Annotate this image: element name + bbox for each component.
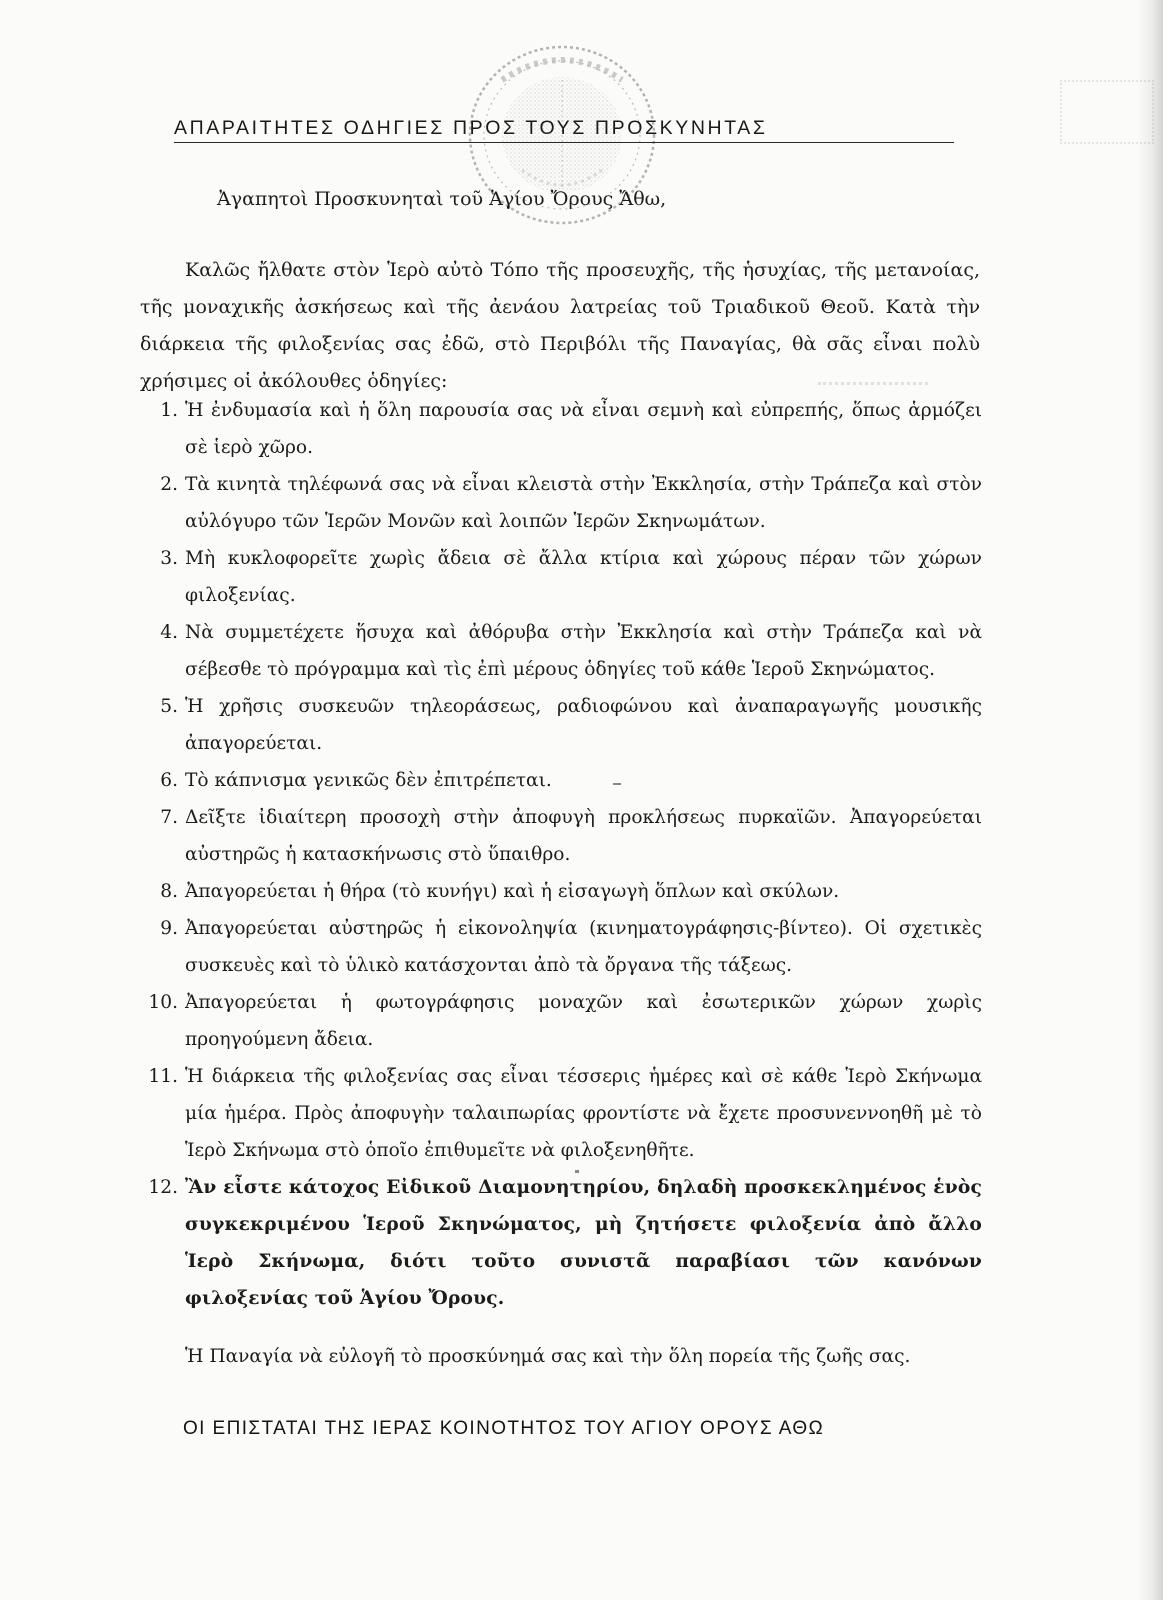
item-number: 8. — [160, 881, 178, 902]
instruction-item — [140, 910, 982, 984]
instruction-item — [140, 984, 982, 1058]
item-text: Δεῖξτε ἰδιαίτερη προσοχὴ στὴν ἀποφυγὴ προκλήσεως πυρκαϊῶν. Ἀπαγορεύεται αὐστηρῶς ἡ κατασκήνωσις στὸ ὕπαιθρο. — [185, 807, 982, 865]
item-number: 5. — [160, 696, 178, 717]
item-text: Τὰ κινητὰ τηλέφωνά σας νὰ εἶναι κλειστὰ στὴν Ἐκκλησία, στὴν Τράπεζα καὶ στὸν αὐλόγυρο τῶν Ἱερῶν Μονῶν καὶ λοιπῶν Ἱερῶν Σκηνωμάτων. — [185, 474, 982, 532]
instruction-item — [140, 688, 982, 762]
item-text: Ἂν εἶστε κάτοχος Εἰδικοῦ Διαμονητηρίου, δηλαδὴ προσκεκλημένος ἑνὸς συγκεκριμένου Ἱεροῦ Σκηνώματος, μὴ ζητήσετε φιλοξενία ἀπὸ ἄλλο Ἱερὸ Σκήνωμα, διότι τοῦτο συνιστᾶ παραβίασι τῶν κανόνων φιλοξενίας τοῦ Ἁγίου Ὄρους. — [185, 1177, 982, 1309]
instruction-item — [140, 392, 982, 466]
item-text: Τὸ κάπνισμα γενικῶς δὲν ἐπιτρέπεται. — [185, 770, 552, 791]
item-number: 12. — [148, 1177, 178, 1198]
item-number: 7. — [160, 807, 178, 828]
item-text: Ἡ ἐνδυμασία καὶ ἡ ὅλη παρουσία σας νὰ εἶναι σεμνὴ καὶ εὐπρεπής, ὅπως ἁρμόζει σὲ ἱερὸ χῶρο. — [185, 400, 982, 458]
signature-line: ΟΙ ΕΠΙΣΤΑΤΑΙ ΤΗΣ ΙΕΡΑΣ ΚΟΙΝΟΤΗΤΟΣ ΤΟΥ ΑΓΙΟΥ ΟΡΟΥΣ ΑΘΩ — [183, 1418, 825, 1439]
instruction-item — [140, 1169, 982, 1317]
intro-paragraph: Καλῶς ἤλθατε στὸν Ἱερὸ αὐτὸ Τόπο τῆς προσευχῆς, τῆς ἡσυχίας, τῆς μετανοίας, τῆς μοναχικῆς ἀσκήσεως καὶ τῆς ἀενάου λατρείας τοῦ Τριαδικοῦ Θεοῦ. Κατὰ τὴν διάρκεια τῆς φιλοξενίας σας ἐδῶ, στὸ Περιβόλι τῆς Παναγίας, θὰ σᾶς εἶναι πολὺ χρήσιμες οἱ ἀκόλουθες ὁδηγίες: — [140, 259, 980, 392]
instruction-item — [140, 614, 982, 688]
instruction-item — [140, 1058, 982, 1169]
instructions-list — [140, 392, 982, 1317]
item-number: 11. — [148, 1066, 178, 1087]
item-number: 6. — [160, 770, 178, 791]
closing-blessing: Ἡ Παναγία νὰ εὐλογῆ τὸ προσκύνημά σας καὶ τὴν ὅλη πορεία τῆς ζωῆς σας. — [185, 1346, 911, 1367]
item-number: 1. — [160, 400, 178, 421]
ink-smudge — [613, 783, 621, 785]
item-text: Ἡ διάρκεια τῆς φιλοξενίας σας εἶναι τέσσερις ἡμέρες καὶ σὲ κάθε Ἱερὸ Σκήνωμα μία ἡμέρα. Πρὸς ἀποφυγὴν ταλαιπωρίας φροντίστε νὰ ἔχετε προσυνεννοηθῆ μὲ τὸ Ἱερὸ Σκήνωμα στὸ ὁποῖο ἐπιθυμεῖτε νὰ φιλοξενηθῆτε. — [185, 1066, 982, 1161]
item-number: 3. — [160, 548, 178, 569]
document-heading: ΑΠΑΡΑΙΤΗΤΕΣ ΟΔΗΓΙΕΣ ΠΡΟΣ ΤΟΥΣ ΠΡΟΣΚΥΝΗΤΑΣ — [174, 117, 954, 143]
item-text: Μὴ κυκλοφορεῖτε χωρὶς ἄδεια σὲ ἄλλα κτίρια καὶ χώρους πέραν τῶν χώρων φιλοξενίας. — [185, 548, 982, 606]
instruction-item — [140, 762, 982, 799]
ink-smudge — [575, 1170, 579, 1173]
instruction-item — [140, 873, 982, 910]
item-text: Ἀπαγορεύεται αὐστηρῶς ἡ εἰκονοληψία (κινηματογράφησις-βίντεο). Οἱ σχετικὲς συσκευὲς καὶ τὸ ὑλικὸ κατάσχονται ἀπὸ τὰ ὄργανα τῆς τάξεως. — [185, 918, 982, 976]
item-text: Ἀπαγορεύεται ἡ φωτογράφησις μοναχῶν καὶ ἐσωτερικῶν χώρων χωρὶς προηγούμενη ἄδεια. — [185, 992, 982, 1050]
item-number: 2. — [160, 474, 178, 495]
item-text: Ἀπαγορεύεται ἡ θήρα (τὸ κυνήγι) καὶ ἡ εἰσαγωγὴ ὅπλων καὶ σκύλων. — [185, 881, 840, 902]
item-text: Νὰ συμμετέχετε ἥσυχα καὶ ἀθόρυβα στὴν Ἐκκλησία καὶ στὴν Τράπεζα καὶ νὰ σέβεσθε τὸ πρόγραμμα καὶ τὶς ἐπὶ μέρους ὁδηγίες τοῦ κάθε Ἱεροῦ Σκηνώματος. — [185, 622, 982, 680]
item-number: 9. — [160, 918, 178, 939]
page-edge-shadow — [1137, 0, 1163, 1600]
salutation: Ἀγαπητοὶ Προσκυνηταὶ τοῦ Ἁγίου Ὄρους Ἄθω, — [217, 188, 667, 210]
item-number: 4. — [160, 622, 178, 643]
instruction-item — [140, 799, 982, 873]
instruction-item — [140, 540, 982, 614]
item-text: Ἡ χρῆσις συσκευῶν τηλεοράσεως, ραδιοφώνου καὶ ἀναπαραγωγῆς μουσικῆς ἀπαγορεύεται. — [185, 696, 982, 754]
instruction-item — [140, 466, 982, 540]
item-number: 10. — [148, 992, 178, 1013]
